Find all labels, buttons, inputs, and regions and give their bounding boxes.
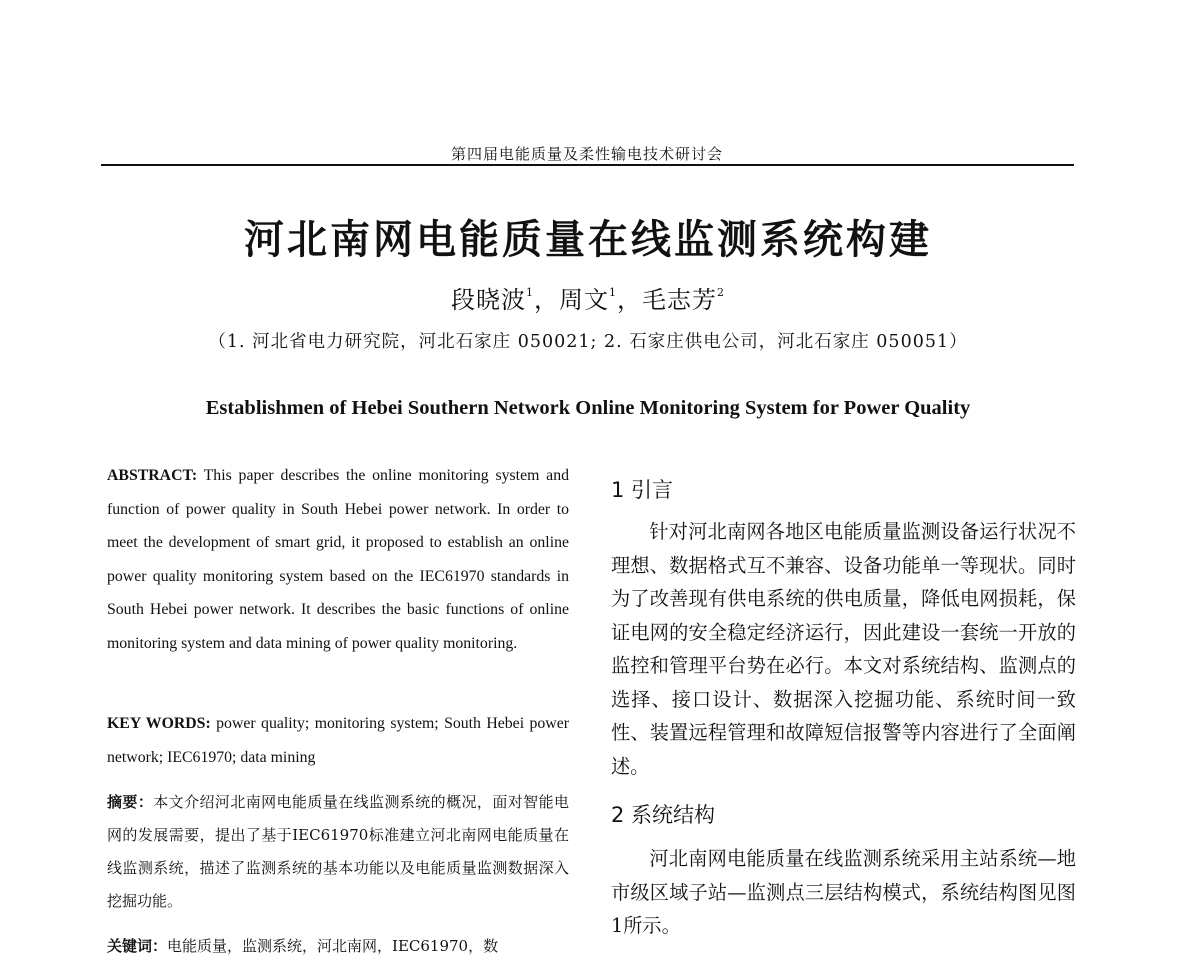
author-list	[0, 280, 1176, 315]
header-rule	[101, 164, 1074, 166]
section-heading: 2 系统结构	[611, 803, 716, 827]
keywords-en-text: power quality; monitoring system; South Hebei power network; IEC61970; data mining	[107, 715, 569, 766]
author-affiliation-mark: 1	[526, 286, 534, 299]
author-name: 毛志芳	[642, 286, 717, 314]
author-separator: ，	[534, 286, 559, 314]
author-affiliation-mark: 2	[717, 286, 725, 299]
section-introduction	[611, 474, 1076, 504]
abstract-zh-label: 摘要：	[107, 793, 154, 811]
abstract-en	[107, 459, 569, 660]
author-name: 段晓波	[451, 286, 526, 314]
section-introduction-body	[611, 515, 1076, 783]
author-separator: ，	[617, 286, 642, 314]
abstract-zh	[107, 786, 569, 918]
keywords-zh-label: 关键词：	[107, 937, 168, 955]
author-name: 周文	[559, 286, 609, 314]
paper-title-zh: 河北南网电能质量在线监测系统构建	[244, 217, 932, 263]
keywords-zh-text: 电能质量，监测系统，河北南网，IEC61970，数	[167, 937, 499, 955]
affiliations: （1. 河北省电力研究院，河北石家庄 050021; 2. 石家庄供电公司，河北石家庄 050051）	[208, 332, 968, 352]
section-heading: 1 引言	[611, 478, 674, 502]
section-system-structure	[611, 799, 1076, 829]
abstract-en-text: This paper describes the online monitoring system and function of power quality in South Hebei power network. In order to meet the development of smart grid, it proposed to establish an online power quality monitoring system based on the IEC61970 standards in South Hebei power network. It describes the basic functions of online monitoring system and data mining of power quality monitoring.	[107, 467, 569, 652]
keywords-en-label: KEY WORDS:	[107, 715, 211, 732]
keywords-zh	[107, 930, 569, 963]
keywords-en	[107, 707, 569, 774]
conference-header: 第四届电能质量及柔性输电技术研讨会	[450, 145, 723, 163]
abstract-en-label: ABSTRACT:	[107, 467, 198, 484]
section-body: 河北南网电能质量在线监测系统采用主站系统—地市级区域子站—监测点三层结构模式，系统结构图见图1所示。	[611, 847, 1076, 937]
abstract-zh-text: 本文介绍河北南网电能质量在线监测系统的概况，面对智能电网的发展需要，提出了基于IEC61970标准建立河北南网电能质量在线监测系统，描述了监测系统的基本功能以及电能质量监测数据深入挖掘功能。	[107, 793, 569, 910]
section-system-structure-body	[611, 842, 1076, 943]
paper-title-en: Establishmen of Hebei Southern Network Online Monitoring System for Power Quality	[205, 397, 971, 419]
section-body: 针对河北南网各地区电能质量监测设备运行状况不理想、数据格式互不兼容、设备功能单一等现状。同时为了改善现有供电系统的供电质量，降低电网损耗，保证电网的安全稳定经济运行，因此建设一套统一开放的监控和管理平台势在必行。本文对系统结构、监测点的选择、接口设计、数据深入挖掘功能、系统时间一致性、装置远程管理和故障短信报警等内容进行了全面阐述。	[611, 520, 1076, 778]
author-affiliation-mark: 1	[609, 286, 617, 299]
